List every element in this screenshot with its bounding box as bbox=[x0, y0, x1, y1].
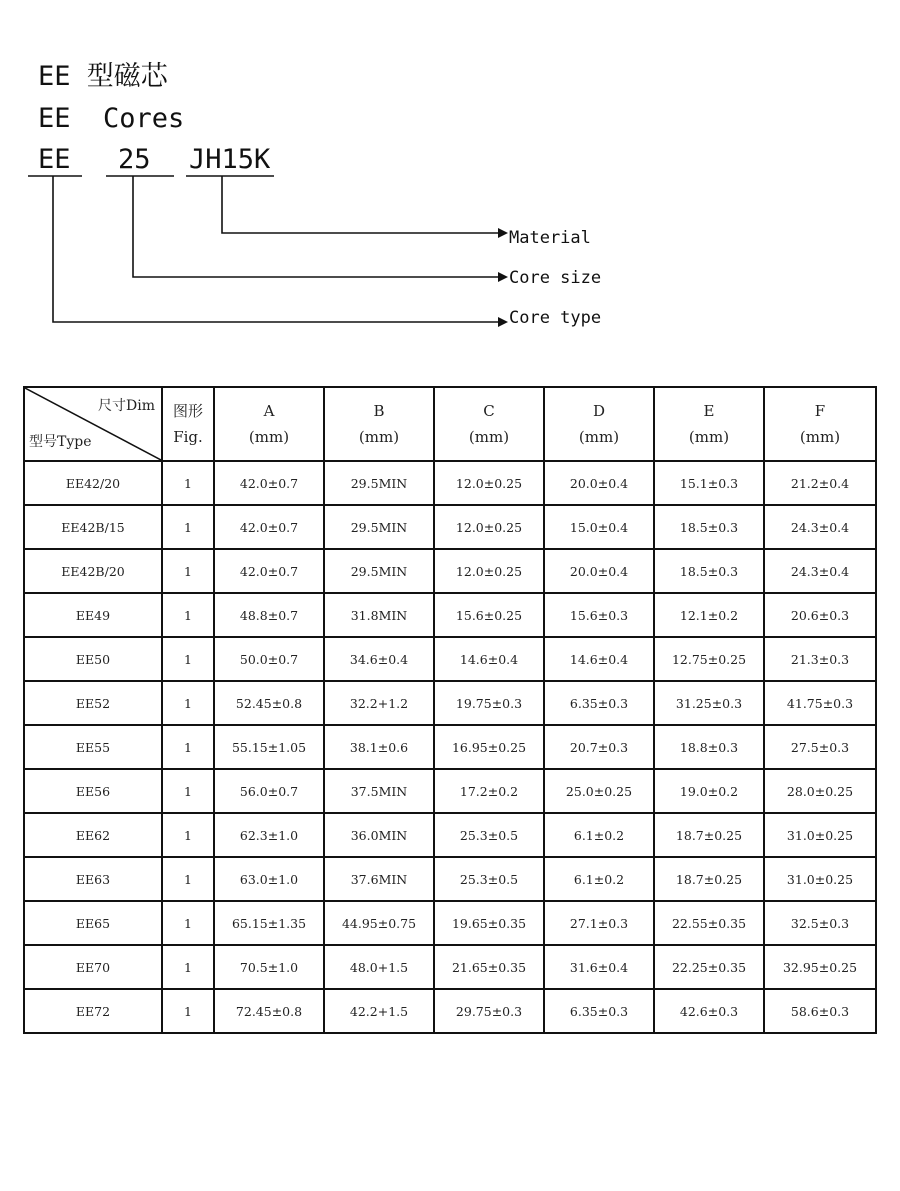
cell-b: 34.6±0.4 bbox=[324, 637, 434, 681]
part-code-diagram bbox=[0, 0, 900, 360]
cell-c: 16.95±0.25 bbox=[434, 725, 544, 769]
label-core-type: Core type bbox=[509, 308, 602, 328]
cell-d: 31.6±0.4 bbox=[544, 945, 654, 989]
col-header-c bbox=[434, 387, 544, 461]
cell-d: 20.0±0.4 bbox=[544, 461, 654, 505]
cell-e: 22.55±0.35 bbox=[654, 901, 764, 945]
table-row bbox=[24, 637, 876, 681]
cell-a: 55.15±1.05 bbox=[214, 725, 324, 769]
cell-f: 31.0±0.25 bbox=[764, 813, 876, 857]
cell-a: 70.5±1.0 bbox=[214, 945, 324, 989]
cell-b: 29.5MIN bbox=[324, 461, 434, 505]
cell-d: 20.7±0.3 bbox=[544, 725, 654, 769]
cell-f: 28.0±0.25 bbox=[764, 769, 876, 813]
cell-type: EE42B/15 bbox=[24, 505, 162, 549]
title-english: EE Cores bbox=[38, 103, 185, 134]
cell-type: EE42/20 bbox=[24, 461, 162, 505]
col-header-f bbox=[764, 387, 876, 461]
cell-d: 14.6±0.4 bbox=[544, 637, 654, 681]
cell-b: 29.5MIN bbox=[324, 505, 434, 549]
fig-header bbox=[162, 387, 214, 461]
code-core-size: 25 bbox=[118, 144, 151, 175]
cell-b: 31.8MIN bbox=[324, 593, 434, 637]
cell-f: 32.5±0.3 bbox=[764, 901, 876, 945]
cell-a: 72.45±0.8 bbox=[214, 989, 324, 1033]
cell-type: EE62 bbox=[24, 813, 162, 857]
cell-e: 15.1±0.3 bbox=[654, 461, 764, 505]
cell-f: 32.95±0.25 bbox=[764, 945, 876, 989]
cell-type: EE72 bbox=[24, 989, 162, 1033]
cell-c: 25.3±0.5 bbox=[434, 857, 544, 901]
cell-a: 63.0±1.0 bbox=[214, 857, 324, 901]
table-row bbox=[24, 549, 876, 593]
cell-b: 32.2+1.2 bbox=[324, 681, 434, 725]
table-row bbox=[24, 857, 876, 901]
cell-a: 50.0±0.7 bbox=[214, 637, 324, 681]
cell-a: 52.45±0.8 bbox=[214, 681, 324, 725]
table-row bbox=[24, 681, 876, 725]
cell-fig: 1 bbox=[162, 857, 214, 901]
cell-c: 12.0±0.25 bbox=[434, 549, 544, 593]
cell-type: EE56 bbox=[24, 769, 162, 813]
cell-e: 18.5±0.3 bbox=[654, 505, 764, 549]
table-row bbox=[24, 945, 876, 989]
cell-b: 42.2+1.5 bbox=[324, 989, 434, 1033]
cell-type: EE63 bbox=[24, 857, 162, 901]
dimension-table bbox=[23, 386, 877, 1034]
cell-f: 21.3±0.3 bbox=[764, 637, 876, 681]
cell-d: 25.0±0.25 bbox=[544, 769, 654, 813]
table-body bbox=[24, 461, 876, 1033]
cell-d: 6.35±0.3 bbox=[544, 989, 654, 1033]
cell-e: 12.75±0.25 bbox=[654, 637, 764, 681]
cell-b: 38.1±0.6 bbox=[324, 725, 434, 769]
col-unit: (mm) bbox=[468, 428, 510, 446]
title-chinese: EE 型磁芯 bbox=[38, 61, 168, 92]
cell-d: 15.6±0.3 bbox=[544, 593, 654, 637]
table-row bbox=[24, 769, 876, 813]
cell-b: 37.5MIN bbox=[324, 769, 434, 813]
cell-e: 18.8±0.3 bbox=[654, 725, 764, 769]
cell-e: 19.0±0.2 bbox=[654, 769, 764, 813]
col-name: B bbox=[373, 402, 385, 420]
cell-d: 6.1±0.2 bbox=[544, 813, 654, 857]
cell-e: 42.6±0.3 bbox=[654, 989, 764, 1033]
leader-size bbox=[133, 176, 500, 277]
cell-e: 18.7±0.25 bbox=[654, 857, 764, 901]
cell-type: EE52 bbox=[24, 681, 162, 725]
cell-d: 6.35±0.3 bbox=[544, 681, 654, 725]
cell-d: 6.1±0.2 bbox=[544, 857, 654, 901]
cell-c: 19.75±0.3 bbox=[434, 681, 544, 725]
cell-a: 65.15±1.35 bbox=[214, 901, 324, 945]
cell-f: 24.3±0.4 bbox=[764, 505, 876, 549]
arrowhead-size bbox=[498, 272, 508, 282]
cell-type: EE49 bbox=[24, 593, 162, 637]
table-row bbox=[24, 505, 876, 549]
col-unit: (mm) bbox=[248, 428, 290, 446]
cell-type: EE42B/20 bbox=[24, 549, 162, 593]
cell-fig: 1 bbox=[162, 549, 214, 593]
arrowhead-material bbox=[498, 228, 508, 238]
fig-header-cn: 图形 bbox=[172, 402, 203, 420]
cell-c: 19.65±0.35 bbox=[434, 901, 544, 945]
cell-f: 20.6±0.3 bbox=[764, 593, 876, 637]
cell-type: EE70 bbox=[24, 945, 162, 989]
code-material: JH15K bbox=[189, 144, 271, 175]
cell-fig: 1 bbox=[162, 901, 214, 945]
corner-header bbox=[24, 387, 162, 461]
cell-fig: 1 bbox=[162, 813, 214, 857]
cell-d: 15.0±0.4 bbox=[544, 505, 654, 549]
col-name: A bbox=[263, 402, 275, 420]
col-header-b bbox=[324, 387, 434, 461]
col-name: D bbox=[592, 402, 606, 420]
arrowhead-type bbox=[498, 317, 508, 327]
cell-a: 42.0±0.7 bbox=[214, 505, 324, 549]
cell-type: EE50 bbox=[24, 637, 162, 681]
cell-b: 37.6MIN bbox=[324, 857, 434, 901]
cell-fig: 1 bbox=[162, 681, 214, 725]
col-header-d bbox=[544, 387, 654, 461]
corner-type-label: 型号Type bbox=[29, 434, 92, 450]
cell-b: 29.5MIN bbox=[324, 549, 434, 593]
cell-e: 31.25±0.3 bbox=[654, 681, 764, 725]
col-name: E bbox=[703, 402, 715, 420]
table-row bbox=[24, 461, 876, 505]
table-row bbox=[24, 901, 876, 945]
code-core-type: EE bbox=[38, 144, 71, 175]
col-unit: (mm) bbox=[578, 428, 620, 446]
fig-header-en: Fig. bbox=[173, 428, 203, 446]
cell-fig: 1 bbox=[162, 637, 214, 681]
col-header-e bbox=[654, 387, 764, 461]
cell-f: 58.6±0.3 bbox=[764, 989, 876, 1033]
cell-fig: 1 bbox=[162, 593, 214, 637]
cell-b: 44.95±0.75 bbox=[324, 901, 434, 945]
cell-c: 25.3±0.5 bbox=[434, 813, 544, 857]
cell-d: 27.1±0.3 bbox=[544, 901, 654, 945]
cell-b: 48.0+1.5 bbox=[324, 945, 434, 989]
cell-f: 31.0±0.25 bbox=[764, 857, 876, 901]
cell-fig: 1 bbox=[162, 989, 214, 1033]
cell-type: EE55 bbox=[24, 725, 162, 769]
cell-e: 22.25±0.35 bbox=[654, 945, 764, 989]
cell-e: 12.1±0.2 bbox=[654, 593, 764, 637]
corner-dim-label: 尺寸Dim bbox=[98, 398, 155, 414]
cell-fig: 1 bbox=[162, 769, 214, 813]
leader-type bbox=[53, 176, 500, 322]
col-name: F bbox=[814, 402, 826, 420]
cell-c: 12.0±0.25 bbox=[434, 461, 544, 505]
cell-c: 21.65±0.35 bbox=[434, 945, 544, 989]
cell-fig: 1 bbox=[162, 461, 214, 505]
cell-a: 56.0±0.7 bbox=[214, 769, 324, 813]
cell-c: 29.75±0.3 bbox=[434, 989, 544, 1033]
table-header-row bbox=[24, 387, 876, 461]
label-core-size: Core size bbox=[509, 268, 602, 288]
cell-c: 14.6±0.4 bbox=[434, 637, 544, 681]
table-row bbox=[24, 725, 876, 769]
col-name: C bbox=[483, 402, 495, 420]
col-unit: (mm) bbox=[688, 428, 730, 446]
cell-f: 21.2±0.4 bbox=[764, 461, 876, 505]
cell-f: 41.75±0.3 bbox=[764, 681, 876, 725]
cell-a: 42.0±0.7 bbox=[214, 549, 324, 593]
cell-fig: 1 bbox=[162, 945, 214, 989]
cell-a: 42.0±0.7 bbox=[214, 461, 324, 505]
col-unit: (mm) bbox=[358, 428, 400, 446]
table-row bbox=[24, 813, 876, 857]
cell-c: 15.6±0.25 bbox=[434, 593, 544, 637]
cell-type: EE65 bbox=[24, 901, 162, 945]
cell-c: 17.2±0.2 bbox=[434, 769, 544, 813]
cell-e: 18.7±0.25 bbox=[654, 813, 764, 857]
cell-a: 48.8±0.7 bbox=[214, 593, 324, 637]
table-row bbox=[24, 989, 876, 1033]
table-row bbox=[24, 593, 876, 637]
col-unit: (mm) bbox=[799, 428, 841, 446]
cell-f: 27.5±0.3 bbox=[764, 725, 876, 769]
cell-fig: 1 bbox=[162, 505, 214, 549]
cell-f: 24.3±0.4 bbox=[764, 549, 876, 593]
label-material: Material bbox=[509, 228, 591, 248]
col-header-a bbox=[214, 387, 324, 461]
cell-fig: 1 bbox=[162, 725, 214, 769]
cell-a: 62.3±1.0 bbox=[214, 813, 324, 857]
cell-e: 18.5±0.3 bbox=[654, 549, 764, 593]
leader-material bbox=[222, 176, 500, 233]
cell-b: 36.0MIN bbox=[324, 813, 434, 857]
cell-c: 12.0±0.25 bbox=[434, 505, 544, 549]
cell-d: 20.0±0.4 bbox=[544, 549, 654, 593]
